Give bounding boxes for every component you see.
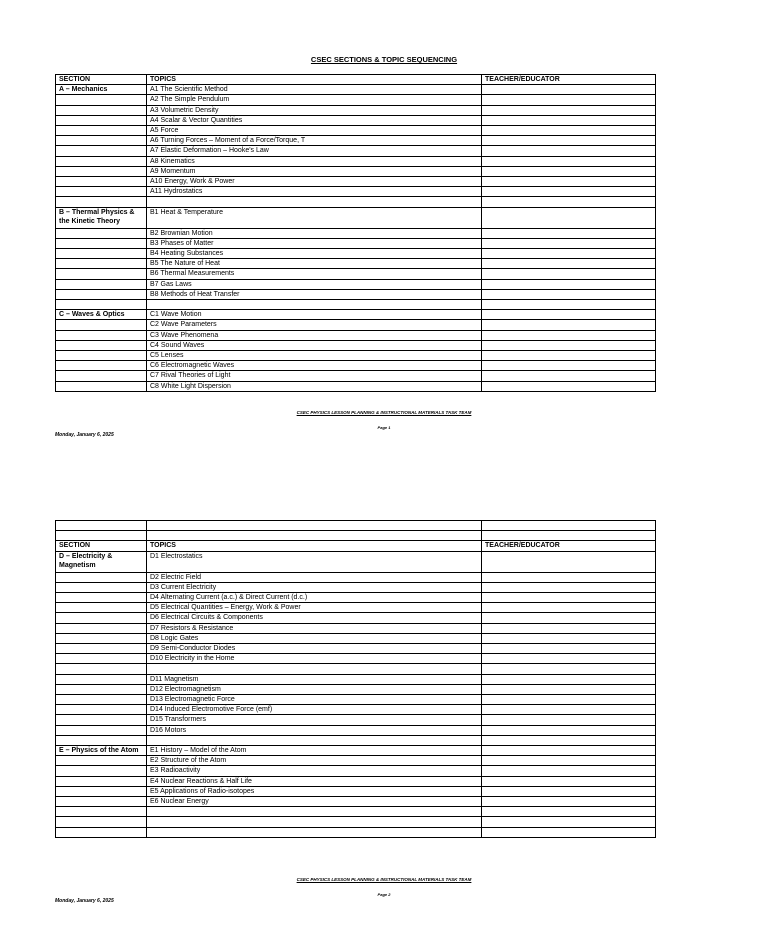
table-row [56,521,656,531]
topic-cell [147,827,482,837]
topic-cell: D1 Electrostatics [147,551,482,572]
topic-cell: C7 Rival Theories of Light [147,371,482,381]
section-cell [56,371,147,381]
topic-cell: B5 The Nature of Heat [147,259,482,269]
topic-cell: C1 Wave Motion [147,310,482,320]
topic-cell: E2 Structure of the Atom [147,756,482,766]
teacher-cell [482,166,656,176]
section-cell [56,603,147,613]
teacher-cell [482,279,656,289]
table-row [56,715,656,725]
teacher-cell [482,582,656,592]
teacher-cell [482,259,656,269]
topic-cell: A2 The Simple Pendulum [147,95,482,105]
section-cell [56,126,147,136]
topic-cell: A7 Elastic Deformation – Hooke's Law [147,146,482,156]
topic-cell: A11 Hydrostatics [147,187,482,197]
footer-team: CSEC PHYSICS LESSON PLANNING & INSTRUCTIONAL MATERIALS TASK TEAM [296,410,472,415]
section-cell [56,654,147,664]
section-cell [56,674,147,684]
section-cell [56,644,147,654]
teacher-cell [482,705,656,715]
section-cell [56,300,147,310]
section-cell [56,249,147,259]
table-row [56,797,656,807]
section-cell [56,197,147,207]
teacher-cell [482,351,656,361]
topic-cell: B2 Brownian Motion [147,228,482,238]
teacher-cell [482,187,656,197]
section-cell [56,320,147,330]
topic-cell: D13 Electromagnetic Force [147,695,482,705]
teacher-cell [482,674,656,684]
topic-cell [147,807,482,817]
section-cell: B – Thermal Physics & the Kinetic Theory [56,207,147,228]
section-cell [56,613,147,623]
section-cell [56,146,147,156]
topic-cell: B4 Heating Substances [147,249,482,259]
topic-cell: A5 Force [147,126,482,136]
teacher-cell [482,786,656,796]
topic-cell: D16 Motors [147,725,482,735]
section-cell [56,187,147,197]
table-row [56,115,656,125]
table-row [56,289,656,299]
teacher-cell [482,725,656,735]
table-row [56,361,656,371]
teacher-cell [482,664,656,674]
teacher-cell [482,746,656,756]
section-cell [56,156,147,166]
table-row [56,156,656,166]
table-row [56,705,656,715]
teacher-cell [482,115,656,125]
table-row [56,725,656,735]
topic-cell: D9 Semi-Conductor Diodes [147,644,482,654]
teacher-cell [482,371,656,381]
page-number: Page 1 [377,425,391,430]
table-row [56,827,656,837]
section-cell [56,776,147,786]
section-cell [56,807,147,817]
topic-cell [147,300,482,310]
table-row [56,746,656,756]
section-cell [56,166,147,176]
table-row [56,654,656,664]
topic-cell: A9 Momentum [147,166,482,176]
table-row [56,177,656,187]
topic-cell: C5 Lenses [147,351,482,361]
topic-cell: A10 Energy, Work & Power [147,177,482,187]
section-cell [56,786,147,796]
section-cell [56,633,147,643]
teacher-cell [482,633,656,643]
section-cell [56,684,147,694]
table-row [56,756,656,766]
teacher-cell [482,85,656,95]
topic-cell: D5 Electrical Quantities – Energy, Work & Power [147,603,482,613]
page-number: Page 2 [377,892,391,897]
footer-date: Monday, January 6, 2025 [55,898,114,904]
teacher-cell [482,228,656,238]
topic-cell: C4 Sound Waves [147,340,482,350]
section-cell [56,817,147,827]
section-cell [56,756,147,766]
section-cell [56,593,147,603]
table-row [56,340,656,350]
table-row [56,95,656,105]
section-cell [56,340,147,350]
teacher-cell [482,126,656,136]
section-cell [56,381,147,391]
section-cell [56,705,147,715]
topic-cell: D15 Transformers [147,715,482,725]
section-cell [56,797,147,807]
table-row [56,531,656,541]
section-cell [56,623,147,633]
table-header-row [56,75,656,85]
topic-cell: E1 History – Model of the Atom [147,746,482,756]
teacher-cell [482,623,656,633]
teacher-cell [482,207,656,228]
section-cell: D – Electricity & Magnetism [56,551,147,572]
teacher-cell [482,613,656,623]
table-row [56,126,656,136]
topic-cell: E4 Nuclear Reactions & Half Life [147,776,482,786]
teacher-cell [482,551,656,572]
topic-cell: B1 Heat & Temperature [147,207,482,228]
teacher-cell [482,340,656,350]
header-section: SECTION [56,541,147,551]
table-row [56,735,656,745]
teacher-cell [482,289,656,299]
section-cell [56,136,147,146]
table-row [56,249,656,259]
table-row [56,228,656,238]
table-row [56,613,656,623]
topic-cell: A1 The Scientific Method [147,85,482,95]
topic-cell: A3 Volumetric Density [147,105,482,115]
topic-cell: D11 Magnetism [147,674,482,684]
topic-cell [147,664,482,674]
topic-cell: A4 Scalar & Vector Quantities [147,115,482,125]
topic-cell [147,197,482,207]
section-cell [56,695,147,705]
section-cell [56,572,147,582]
teacher-cell [482,269,656,279]
section-cell [56,715,147,725]
table-row [56,572,656,582]
header-topics: TOPICS [147,75,482,85]
topic-cell: B6 Thermal Measurements [147,269,482,279]
topic-cell: D14 Induced Electromotive Force (emf) [147,705,482,715]
teacher-cell [482,105,656,115]
teacher-cell [482,756,656,766]
table-row [56,551,656,572]
table-row [56,310,656,320]
teacher-cell [482,603,656,613]
topic-cell: B8 Methods of Heat Transfer [147,289,482,299]
topic-cell: D6 Electrical Circuits & Components [147,613,482,623]
section-cell [56,238,147,248]
table-header-row [56,541,656,551]
teacher-cell [482,330,656,340]
teacher-cell [482,695,656,705]
table-row [56,197,656,207]
teacher-cell [482,797,656,807]
teacher-cell [482,381,656,391]
section-cell [56,725,147,735]
section-cell: C – Waves & Optics [56,310,147,320]
section-cell [56,735,147,745]
topic-cell: B7 Gas Laws [147,279,482,289]
section-cell [56,269,147,279]
topic-cell: D3 Current Electricity [147,582,482,592]
topic-cell: C6 Electromagnetic Waves [147,361,482,371]
table-row [56,105,656,115]
section-cell: E – Physics of the Atom [56,746,147,756]
section-cell [56,766,147,776]
section-cell [56,361,147,371]
topic-cell: D10 Electricity in the Home [147,654,482,664]
table-row [56,644,656,654]
section-cell [56,115,147,125]
table-row [56,238,656,248]
teacher-cell [482,156,656,166]
topic-cell: A6 Turning Forces – Moment of a Force/Torque, T [147,136,482,146]
topic-cell: A8 Kinematics [147,156,482,166]
table-row [56,136,656,146]
section-cell: A – Mechanics [56,85,147,95]
teacher-cell [482,300,656,310]
topic-cell: C8 White Light Dispersion [147,381,482,391]
topic-cell: D4 Alternating Current (a.c.) & Direct Current (d.c.) [147,593,482,603]
section-cell [56,827,147,837]
section-cell [56,228,147,238]
section-cell [56,664,147,674]
section-cell [56,330,147,340]
topic-cell: D12 Electromagnetism [147,684,482,694]
teacher-cell [482,249,656,259]
topic-cell [147,817,482,827]
topic-cell: B3 Phases of Matter [147,238,482,248]
table-row [56,582,656,592]
teacher-cell [482,146,656,156]
header-topics: TOPICS [147,541,482,551]
topic-cell: C3 Wave Phenomena [147,330,482,340]
section-cell [56,259,147,269]
teacher-cell [482,684,656,694]
section-cell [56,105,147,115]
teacher-cell [482,310,656,320]
table-row [56,623,656,633]
table-row [56,674,656,684]
table-row [56,603,656,613]
teacher-cell [482,654,656,664]
teacher-cell [482,735,656,745]
table-row [56,269,656,279]
teacher-cell [482,593,656,603]
teacher-cell [482,766,656,776]
table-row [56,207,656,228]
table-row [56,593,656,603]
teacher-cell [482,807,656,817]
section-cell [56,279,147,289]
page-title: CSEC SECTIONS & TOPIC SEQUENCING [310,55,458,64]
topic-cell: E6 Nuclear Energy [147,797,482,807]
table-row [56,786,656,796]
header-section: SECTION [56,75,147,85]
topic-cell [147,735,482,745]
teacher-cell [482,817,656,827]
teacher-cell [482,572,656,582]
table-row [56,633,656,643]
topic-cell: D8 Logic Gates [147,633,482,643]
footer-team: CSEC PHYSICS LESSON PLANNING & INSTRUCTIONAL MATERIALS TASK TEAM [296,877,472,882]
table-row [56,259,656,269]
header-teacher: TEACHER/EDUCATOR [482,75,656,85]
teacher-cell [482,95,656,105]
table-row [56,300,656,310]
topic-cell: E5 Applications of Radio-isotopes [147,786,482,796]
teacher-cell [482,197,656,207]
section-cell [56,289,147,299]
header-teacher: TEACHER/EDUCATOR [482,541,656,551]
table-row [56,817,656,827]
section-cell [56,177,147,187]
table-row [56,381,656,391]
teacher-cell [482,177,656,187]
section-cell [56,351,147,361]
teacher-cell [482,644,656,654]
topic-cell: D7 Resistors & Resistance [147,623,482,633]
teacher-cell [482,320,656,330]
table-row [56,807,656,817]
topic-cell: E3 Radioactivity [147,766,482,776]
teacher-cell [482,136,656,146]
table-row [56,330,656,340]
table-row [56,351,656,361]
topic-cell: D2 Electric Field [147,572,482,582]
topic-table-page-1 [55,74,656,392]
teacher-cell [482,715,656,725]
table-row [56,187,656,197]
section-cell [56,582,147,592]
table-row [56,776,656,786]
teacher-cell [482,238,656,248]
table-row [56,371,656,381]
topic-cell: C2 Wave Parameters [147,320,482,330]
table-row [56,766,656,776]
table-row [56,684,656,694]
table-row [56,166,656,176]
topic-table-page-2 [55,520,656,838]
table-row [56,85,656,95]
teacher-cell [482,827,656,837]
teacher-cell [482,776,656,786]
table-row [56,146,656,156]
teacher-cell [482,361,656,371]
table-row [56,664,656,674]
table-row [56,695,656,705]
footer-date: Monday, January 6, 2025 [55,432,114,438]
table-row [56,279,656,289]
table-row [56,320,656,330]
section-cell [56,95,147,105]
